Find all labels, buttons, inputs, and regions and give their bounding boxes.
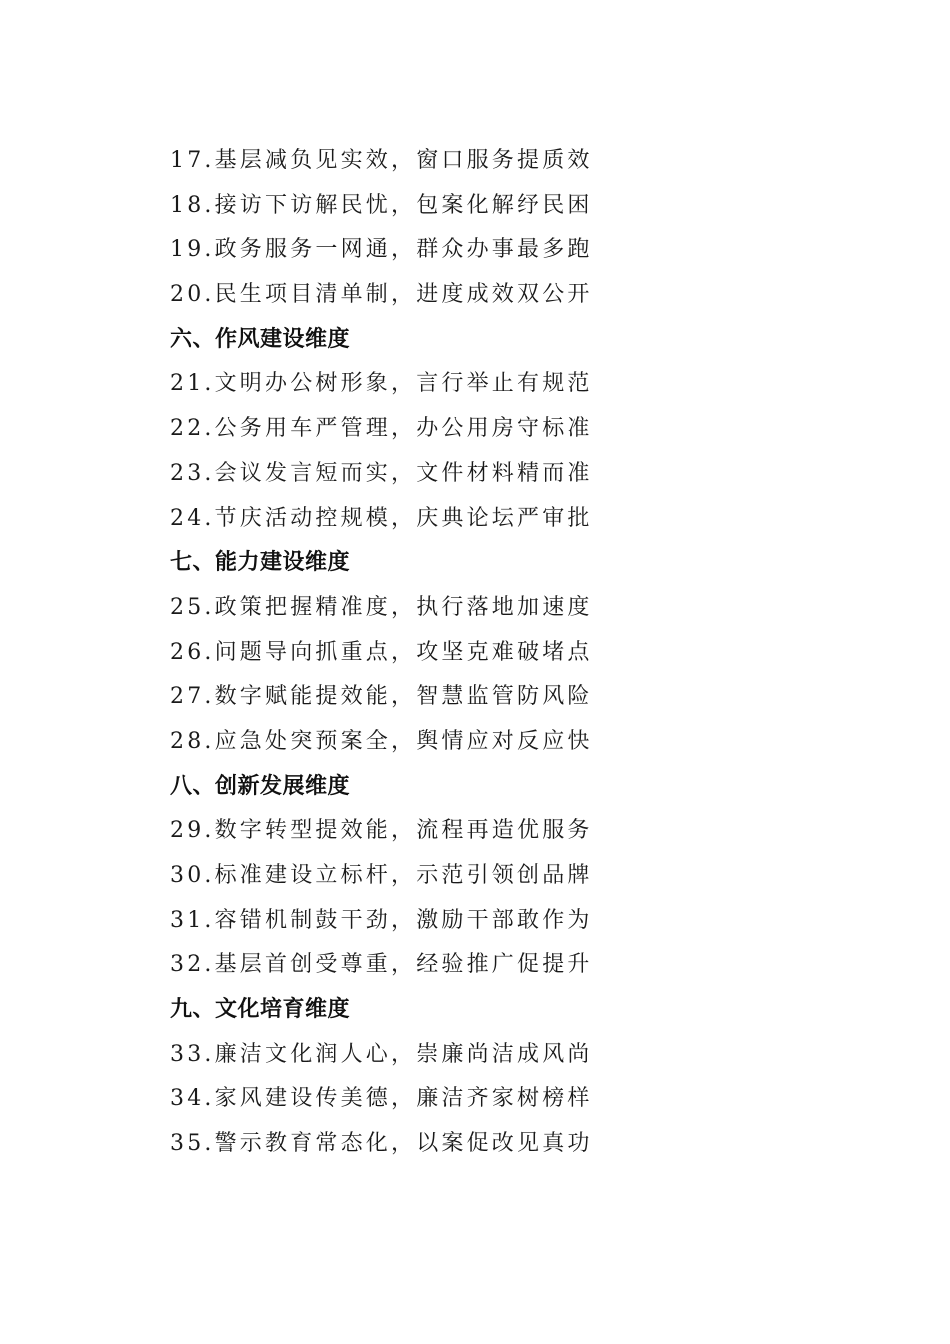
list-item: 27.数字赋能提效能，智慧监管防风险 — [170, 684, 593, 710]
list-item: 17.基层减负见实效，窗口服务提质效 — [170, 148, 593, 173]
list-item: 26.问题导向抓重点，攻坚克难破堵点 — [170, 639, 593, 665]
list-item: 29.数字转型提效能，流程再造优服务 — [170, 818, 593, 844]
section-heading: 九、文化培育维度 — [170, 997, 351, 1023]
list-item: 21.文明办公树形象，言行举止有规范 — [170, 371, 593, 397]
list-item: 18.接访下访解民忧，包案化解纾民困 — [170, 192, 593, 218]
section-heading: 七、能力建设维度 — [170, 550, 351, 576]
list-item: 33.廉洁文化润人心，崇廉尚洁成风尚 — [170, 1041, 593, 1067]
list-item: 23.会议发言短而实，文件材料精而准 — [170, 460, 593, 486]
list-item: 25.政策把握精准度，执行落地加速度 — [170, 594, 593, 620]
list-item: 19.政务服务一网通，群众办事最多跑 — [170, 237, 593, 263]
list-item: 35.警示教育常态化，以案促改见真功 — [170, 1131, 593, 1157]
list-item: 32.基层首创受尊重，经验推广促提升 — [170, 952, 593, 978]
list-item: 30.标准建设立标杆，示范引领创品牌 — [170, 863, 593, 888]
list-item: 24.节庆活动控规模，庆典论坛严审批 — [170, 505, 593, 531]
section-heading: 六、作风建设维度 — [170, 326, 351, 352]
document-body — [170, 139, 730, 1167]
list-item: 34.家风建设传美德，廉洁齐家树榜样 — [170, 1086, 593, 1112]
list-item: 20.民生项目清单制，进度成效双公开 — [170, 282, 593, 308]
list-item: 22.公务用车严管理，办公用房守标准 — [170, 416, 593, 442]
section-heading: 八、创新发展维度 — [170, 773, 351, 799]
list-item: 28.应急处突预案全，舆情应对反应快 — [170, 728, 593, 754]
list-item: 31.容错机制鼓干劲，激励干部敢作为 — [170, 907, 593, 933]
